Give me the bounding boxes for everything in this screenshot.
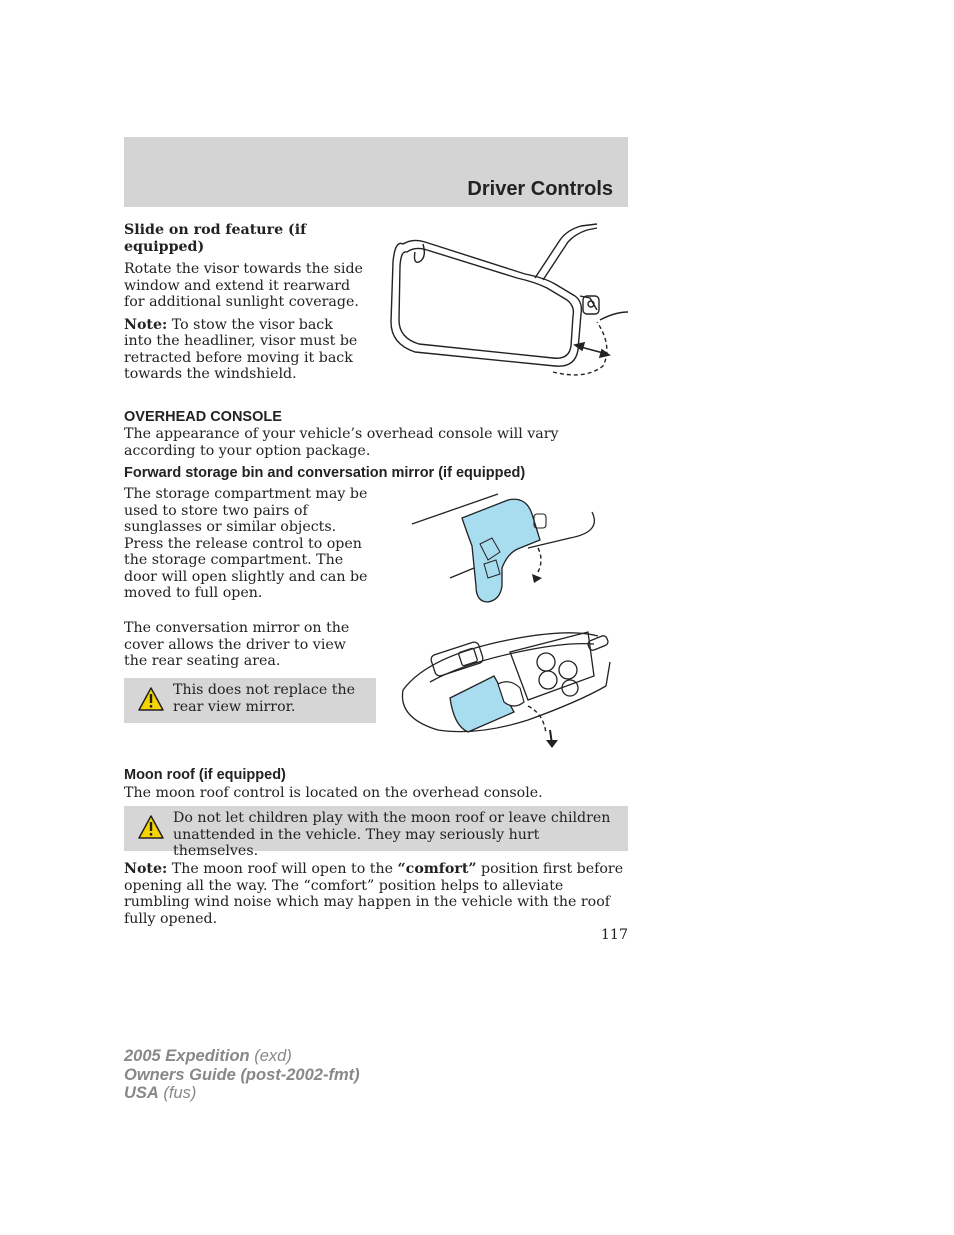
overhead-paragraph: The appearance of your vehicle’s overhead console will vary according to your option package. bbox=[124, 426, 559, 459]
mirror-warning bbox=[124, 678, 376, 723]
overhead-section bbox=[124, 409, 629, 481]
footer-model-code: (exd) bbox=[249, 1047, 292, 1065]
mirror-warning-text: This does not replace the rear view mirror. bbox=[173, 682, 355, 715]
footer-line-3 bbox=[124, 1084, 360, 1103]
visor-section bbox=[124, 222, 364, 383]
document-footer bbox=[124, 1047, 360, 1103]
moonroof-note-label: Note: bbox=[124, 861, 168, 877]
visor-note-text: To stow the visor back into the headliner, visor must be retracted before moving it back towards the windshield. bbox=[124, 316, 358, 382]
footer-line-1 bbox=[124, 1047, 360, 1066]
storage-paragraph-1: The storage compartment may be used to store two pairs of sunglasses or similar objects. Press the release control to open the storage compartment. The door will open slightly and can be moved to full open. bbox=[124, 486, 368, 601]
visor-note-label: Note: bbox=[124, 316, 168, 333]
moonroof-heading: Moon roof (if equipped) bbox=[124, 767, 286, 783]
section-header bbox=[124, 137, 628, 207]
storage-heading: Forward storage bin and conversation mirror (if equipped) bbox=[124, 465, 526, 481]
comfort-bold: “comfort” bbox=[397, 861, 477, 877]
sun-visor-illustration bbox=[385, 222, 630, 384]
moonroof-note-text-1: The moon roof will open to the bbox=[167, 861, 398, 877]
page-number: 117 bbox=[600, 927, 628, 943]
overhead-console-illustration bbox=[398, 622, 613, 750]
visor-note bbox=[124, 317, 364, 383]
overhead-heading: OVERHEAD CONSOLE bbox=[124, 409, 282, 425]
storage-paragraph-2: The conversation mirror on the cover allows the driver to view the rear seating area. bbox=[124, 620, 350, 669]
footer-market: USA bbox=[124, 1084, 159, 1102]
moonroof-warning-text: Do not let children play with the moon roof or leave children unattended in the vehicle. They may seriously hurt themselves. bbox=[173, 810, 611, 859]
section-title: Driver Controls bbox=[467, 178, 613, 200]
footer-line-2 bbox=[124, 1066, 360, 1085]
moonroof-paragraph: The moon roof control is located on the overhead console. bbox=[124, 785, 543, 801]
moonroof-warning bbox=[124, 806, 628, 859]
moonroof-section bbox=[124, 767, 629, 802]
moonroof-note-text-2: position first before opening all the way. The “comfort” position helps to alleviate rumbling wind noise which may happen in the vehicle with the roof fully opened. bbox=[124, 861, 624, 927]
footer-guide: Owners Guide (post-2002-fmt) bbox=[124, 1065, 360, 1084]
footer-model: 2005 Expedition bbox=[124, 1047, 250, 1065]
visor-heading: Slide on rod feature (if equipped) bbox=[124, 222, 307, 255]
visor-paragraph: Rotate the visor towards the side window and extend it rearward for additional sunlight coverage. bbox=[124, 261, 363, 310]
warning-triangle-icon bbox=[138, 814, 164, 840]
moonroof-note bbox=[124, 861, 624, 927]
footer-market-code: (fus) bbox=[158, 1084, 197, 1102]
storage-bin-illustration bbox=[410, 490, 600, 605]
warning-triangle-icon bbox=[138, 686, 164, 712]
